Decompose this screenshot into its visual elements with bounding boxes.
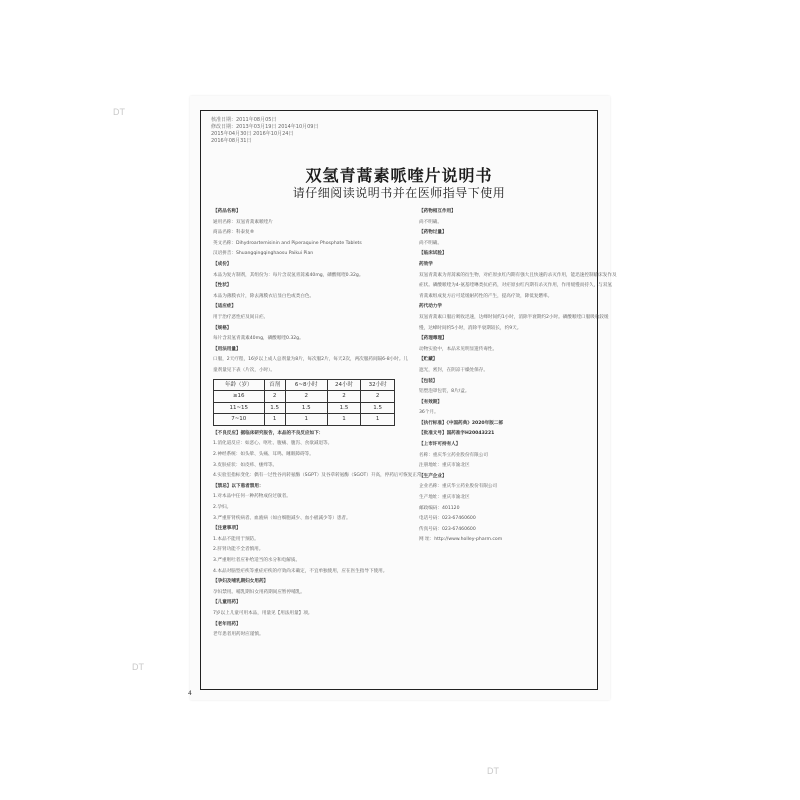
table-cell: 1.5 bbox=[361, 402, 395, 414]
text-line: 汉语拼音：Shuangqingqinghaosu Paikui Pian bbox=[213, 251, 314, 257]
text-line: 动物实验中，本品未见明显遗传毒性。 bbox=[419, 346, 498, 352]
text-line: 3.皮肤症状：如皮疹、瘙痒等。 bbox=[213, 462, 278, 468]
table-cell: 1 bbox=[361, 414, 395, 426]
table-header-cell: 首剂 bbox=[264, 379, 285, 391]
section-heading: 【批准文号】国药准字H20043221 bbox=[419, 431, 495, 437]
section-heading: 【上市许可持有人】 bbox=[419, 442, 461, 448]
text-line: 每片含双氢青蒿素40mg，磷酸哌喹0.32g。 bbox=[213, 336, 304, 342]
section-heading: 【儿童用药】 bbox=[213, 600, 241, 606]
text-line: 商品名称：科泰复® bbox=[213, 230, 255, 236]
text-line: 遮光，密封，在阴凉干燥处保存。 bbox=[419, 367, 488, 373]
text-line: 青蒿素组成复方后可延缓耐药性的产生，提高疗效，降低复燃率。 bbox=[419, 293, 553, 299]
revision-line: 2015年04月30日 2016年10月24日 bbox=[211, 131, 294, 137]
table-cell: 1 bbox=[285, 414, 327, 426]
section-heading: 【临床试验】 bbox=[419, 251, 447, 257]
table-cell: 2 bbox=[285, 391, 327, 403]
text-line: 传真号码：023-67460600 bbox=[419, 526, 476, 532]
section-heading: 【禁忌】以下患者禁用： bbox=[213, 483, 264, 489]
document-title: 双氢青蒿素哌喹片说明书 bbox=[305, 166, 493, 185]
text-line: 36个月。 bbox=[419, 410, 439, 416]
table-cell: 11~15 bbox=[214, 402, 265, 414]
table-header-cell: 年龄（岁） bbox=[214, 379, 265, 391]
text-line: 注册地址：重庆市渝北区 bbox=[419, 463, 470, 469]
text-line: 1.消化道反应：如恶心、呕吐、腹痛、腹泻、食欲减退等。 bbox=[213, 441, 333, 447]
table-row bbox=[214, 391, 395, 403]
watermark: DT bbox=[487, 766, 499, 776]
text-line: 2.肝肾功能不全者慎用。 bbox=[213, 547, 264, 553]
section-heading: 【用法用量】 bbox=[213, 346, 241, 352]
section-heading: 【包装】 bbox=[419, 378, 438, 384]
text-line: 2.神经系统：如头晕、头痛、耳鸣、睡眠障碍等。 bbox=[213, 452, 314, 458]
section-heading: 药效学 bbox=[419, 261, 433, 267]
text-line: 本品为薄膜衣片，除去薄膜衣后显白色或类白色。 bbox=[213, 293, 315, 299]
table-row bbox=[214, 414, 395, 426]
table-header-row bbox=[214, 379, 395, 391]
text-line: 尚不明确。 bbox=[419, 219, 442, 225]
section-heading: 【药物相互作用】 bbox=[419, 209, 456, 214]
text-line: 生产地址：重庆市渝北区 bbox=[419, 495, 470, 501]
text-line: 4.实验室指标变化：偶有一过性谷丙转氨酶（SGPT）及谷草转氨酶（SGOT）升高，停药后可恢复正常。 bbox=[213, 473, 427, 479]
table-cell: 1.5 bbox=[285, 402, 327, 414]
section-heading: 【不良反应】据临床研究报告，本品的不良反应如下： bbox=[213, 430, 324, 436]
text-line: 老年患者用药时应谨慎。 bbox=[213, 632, 264, 638]
text-line: 孕妇禁用。哺乳期妇女用药期间应暂停哺乳。 bbox=[213, 589, 305, 595]
section-heading: 【药品名称】 bbox=[213, 209, 241, 214]
section-heading: 【生产企业】 bbox=[419, 473, 447, 479]
section-heading: 【有效期】 bbox=[419, 399, 442, 405]
section-heading: 药代动力学 bbox=[419, 304, 442, 310]
table-cell: 2 bbox=[361, 391, 395, 403]
text-line: 企业名称：重庆华立药业股份有限公司 bbox=[419, 484, 498, 490]
table-cell: 1 bbox=[264, 414, 285, 426]
text-line: 英文名称：Dihydroartemisinin and Piperaquine Phosphate Tablets bbox=[213, 240, 362, 246]
table-cell: 2 bbox=[327, 391, 361, 403]
text-line: 名称：重庆华立药业股份有限公司 bbox=[419, 452, 488, 458]
table-header-cell: 24小时 bbox=[327, 379, 361, 391]
watermark: DT bbox=[132, 662, 144, 672]
section-heading: 【执行标准】《中国药典》2020年版二部 bbox=[419, 420, 503, 426]
text-line: 7岁以上儿童可用本品，用量见【用法用量】项。 bbox=[213, 610, 313, 616]
text-line: 1.本品不能用于预防。 bbox=[213, 536, 259, 542]
text-line: 双氢青蒿素口服后吸收迅速，达峰时间约1小时，消除半衰期约2小时。磷酸哌喹口服吸收较缓 bbox=[419, 314, 609, 320]
section-heading: 【规格】 bbox=[213, 325, 232, 331]
table-cell: ≥16 bbox=[214, 391, 265, 403]
leaflet-frame bbox=[200, 110, 617, 690]
table-cell: 1.5 bbox=[327, 402, 361, 414]
revision-line: 核准日期：2011年08月05日 bbox=[211, 117, 277, 123]
revision-line: 修改日期：2013年03月19日 2014年10月09日 bbox=[211, 124, 319, 130]
table-cell: 1 bbox=[327, 414, 361, 426]
text-line: 慢，达峰时间约5小时，消除半衰期较长，约9天。 bbox=[419, 325, 522, 331]
section-heading: 【老年用药】 bbox=[213, 621, 241, 627]
text-line: 3.严重呕吐者应补给适当的水分和电解质。 bbox=[213, 558, 301, 563]
section-heading: 【成份】 bbox=[213, 261, 232, 267]
text-line: 4.本品对脑型疟疾等重症疟疾的疗效尚未确定，不宜单独使用，应在医生指导下使用。 bbox=[213, 568, 388, 574]
text-line: 网 址：http://www.holley-pharm.com bbox=[419, 537, 503, 543]
table-header-cell: 32小时 bbox=[361, 379, 395, 391]
page-corner-mark: 4 bbox=[188, 690, 192, 697]
text-line: 童剂量见下表（片次，小时）。 bbox=[213, 367, 276, 373]
text-line: 2.孕妇。 bbox=[213, 505, 232, 511]
table-header-cell: 6~8小时 bbox=[285, 379, 327, 391]
text-line: 症状。磷酸哌喹为4-氨基喹啉类抗疟药，对疟原虫红内期有杀灭作用，作用缓慢而持久，与双氢 bbox=[419, 283, 612, 289]
leaflet-sheet bbox=[188, 96, 617, 700]
text-line: 邮政编码：401120 bbox=[419, 505, 460, 511]
section-heading: 【药物过量】 bbox=[419, 230, 447, 236]
section-heading: 【孕妇及哺乳期妇女用药】 bbox=[213, 579, 269, 585]
table-cell: 7~10 bbox=[214, 414, 265, 426]
text-line: 1.对本品中任何一种药物成份过敏者。 bbox=[213, 494, 291, 500]
section-heading: 【注意事项】 bbox=[213, 526, 241, 532]
watermark: DT bbox=[113, 107, 125, 117]
table-cell: 2 bbox=[264, 391, 285, 403]
table-cell: 1.5 bbox=[264, 402, 285, 414]
section-heading: 【药理毒理】 bbox=[419, 336, 447, 342]
text-line: 铝塑泡罩包装，8片/盒。 bbox=[419, 389, 470, 395]
section-heading: 【适应症】 bbox=[213, 304, 236, 310]
text-line: 口服，2天疗程，16岁以上成人总剂量为8片，每次服2片，每天2次，两次服药间隔6-8小时。儿 bbox=[213, 357, 409, 363]
revision-line: 2016年08月31日 bbox=[211, 138, 252, 144]
table-row bbox=[214, 402, 395, 414]
left-column-top bbox=[213, 207, 409, 377]
text-line: 双氢青蒿素为青蒿素的衍生物，对疟原虫红内期有强大且快速的杀灭作用，能迅速控制临床发作及 bbox=[419, 272, 617, 278]
text-line: 尚不明确。 bbox=[419, 240, 442, 246]
document-subtitle: 请仔细阅读说明书并在医师指导下使用 bbox=[292, 186, 506, 200]
left-column-bottom bbox=[213, 429, 427, 641]
text-line: 本品为复方制剂，其组份为：每片含双氢青蒿素40mg，磷酸哌喹0.32g。 bbox=[213, 272, 364, 278]
right-column bbox=[419, 207, 617, 546]
section-heading: 【性状】 bbox=[213, 283, 232, 289]
text-line: 通用名称：双氢青蒿素哌喹片 bbox=[213, 219, 273, 225]
text-line: 电话号码：023-67460600 bbox=[419, 516, 476, 522]
revision-dates bbox=[211, 117, 319, 145]
dosage-table bbox=[213, 379, 395, 426]
text-line: 用于治疗恶性疟及间日疟。 bbox=[213, 314, 269, 320]
section-heading: 【贮藏】 bbox=[419, 357, 438, 363]
text-line: 3.严重肝肾疾病者、血液病（如白细胞减少、血小板减少等）患者。 bbox=[213, 515, 351, 521]
